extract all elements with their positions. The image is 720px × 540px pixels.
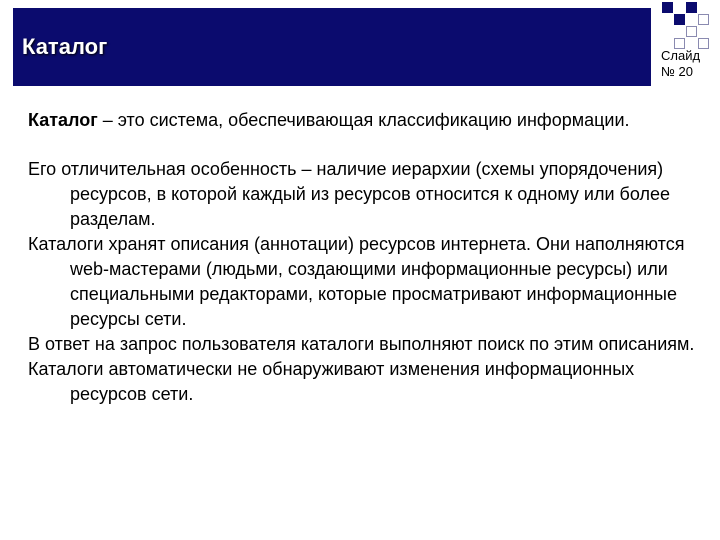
intro-term: Каталог [28, 110, 98, 130]
slide-number-label [661, 48, 700, 80]
body-paragraph: Его отличительная особенность – наличие иерархии (схемы упорядочения) ресурсов, в которой каждый из ресурсов относится к одному или более разделам. [28, 159, 670, 229]
slide-word: Слайд [661, 48, 701, 63]
title-bar [13, 8, 651, 86]
deco-square [686, 26, 697, 37]
slide-number: № 20 [661, 64, 694, 79]
deco-square [686, 2, 697, 13]
body-paragraph: Каталоги хранят описания (аннотации) ресурсов интернета. Они наполняются web-мастерами (людьми, создающими информационные ресурсы) или специальными редакторами, которые просматривают информационные ресурсы сети. [28, 234, 685, 329]
slide-body [28, 108, 708, 407]
slide-title: Каталог [22, 34, 108, 59]
checker-squares-decoration [662, 2, 716, 54]
deco-square [698, 14, 709, 25]
body-paragraph: Каталоги автоматически не обнаруживают изменения информационных ресурсов сети. [28, 359, 635, 404]
deco-square [674, 14, 685, 25]
intro-definition: – это система, обеспечивающая классификацию информации. [97, 110, 630, 130]
deco-square [662, 2, 673, 13]
intro-paragraph [28, 108, 708, 133]
body-paragraph: В ответ на запрос пользователя каталоги выполняют поиск по этим описаниям. [28, 334, 695, 354]
